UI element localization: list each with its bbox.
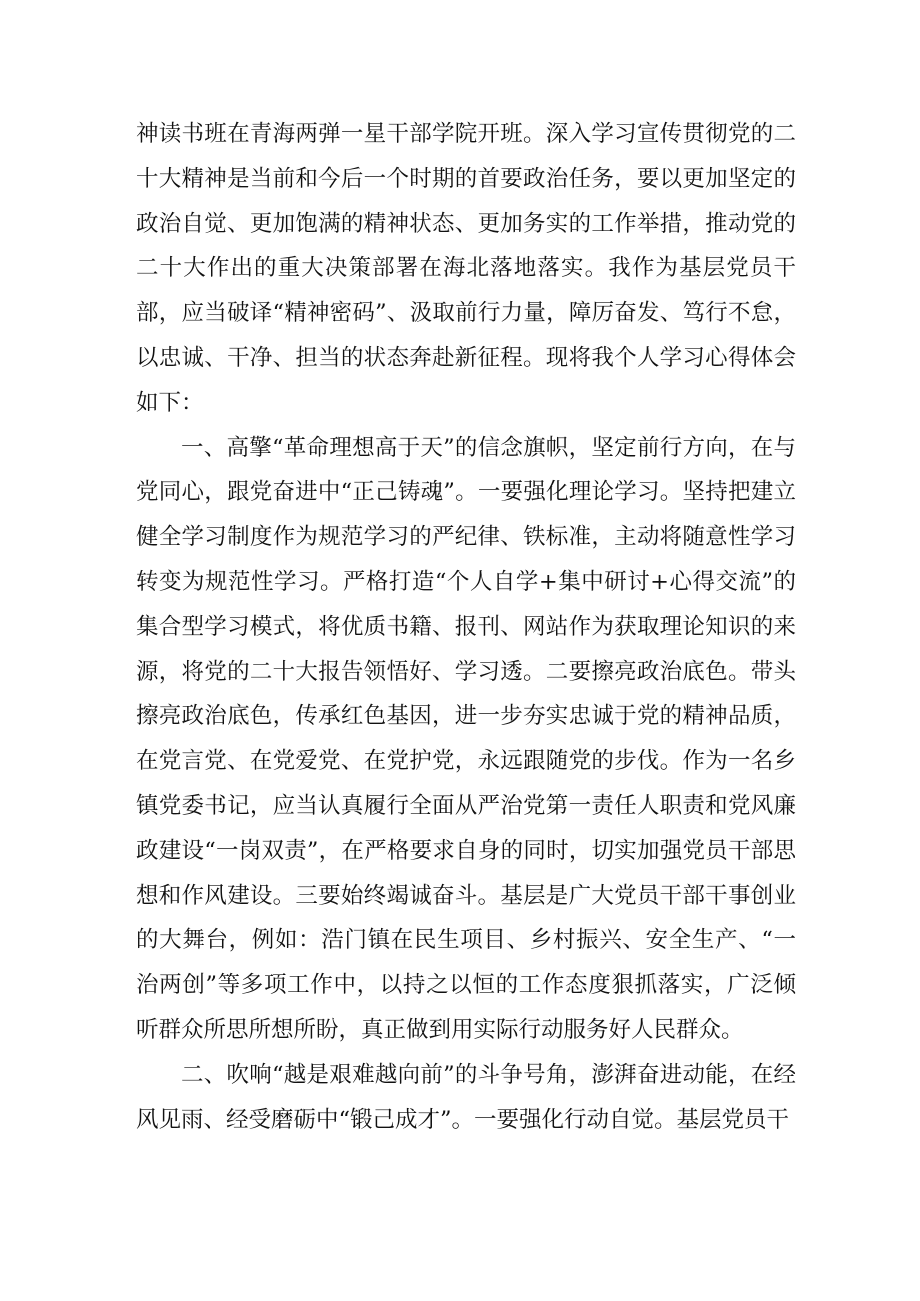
paragraph-section-two: 二、吹响“越是艰难越向前”的斗争号角，澎湃奋进动能，在经风见雨、经受磨砺中“锻己成才”。一要强化行动自觉。基层党员干 bbox=[136, 1061, 796, 1133]
paragraph-section-one: 一、高擎“革命理想高于天”的信念旗帜，坚定前行方向，在与党同心，跟党奋进中“正己铸魂”。一要强化理论学习。坚持把建立健全学习制度作为规范学习的严纪律、铁标准，主动将随意性学习转变为规范性学习。严格打造“个人自学+集中研讨+心得交流”的集合型学习模式，将优质书籍、报刊、网站作为获取理论知识的来源，将党的二十大报告领悟好、学习透。二要擦亮政治底色。带头擦亮政治底色，传承红色基因，进一步夯实忠诚于党的精神品质，在党言党、在党爱党、在党护党，永远跟随党的步伐。作为一名乡镇党委书记，应当认真履行全面从严治党第一责任人职责和党风廉政建设“一岗双责”，在严格要求自身的同时，切实加强党员干部思想和作风建设。三要始终竭诚奋斗。基层是广大党员干部干事创业的大舞台，例如：浩门镇在民生项目、乡村振兴、安全生产、“一治两创”等多项工作中，以持之以恒的工作态度狠抓落实，广泛倾听群众所思所想所盼，真正做到用实际行动服务好人民群众。 bbox=[136, 434, 796, 1043]
paragraph-intro: 神读书班在青海两弹一星干部学院开班。深入学习宣传贯彻党的二十大精神是当前和今后一个时期的首要政治任务，要以更加坚定的政治自觉、更加饱满的精神状态、更加务实的工作举措，推动党的二十大作出的重大决策部署在海北落地落实。我作为基层党员干部，应当破译“精神密码”、汲取前行力量，障厉奋发、笃行不怠，以忠诚、干净、担当的状态奔赴新征程。现将我个人学习心得体会如下： bbox=[136, 121, 796, 416]
document-body bbox=[136, 112, 796, 1142]
